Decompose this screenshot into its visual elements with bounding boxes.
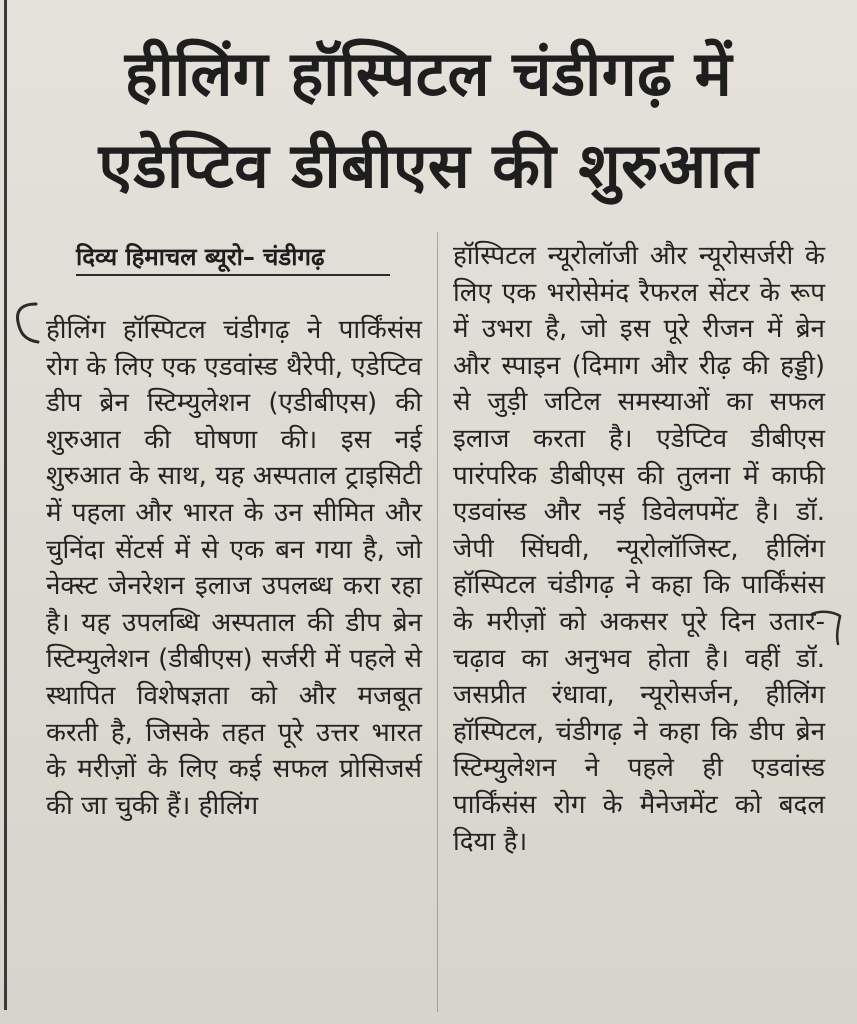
pen-bracket-mark-icon: [10, 300, 40, 346]
left-border-rule: [4, 0, 7, 1010]
article-body-left-column: हीलिंग हॉस्पिटल चंडीगढ़ ने पार्किंसंस रोग के लिए एक एडवांस्ड थैरेपी, एडेप्टिव डीप ब्रेन स्टिम्युलेशन (एडीबीएस) की शुरुआत की घोषणा की। इस नई शुरुआत के साथ, यह अस्पताल ट्राइसिटी में पहला और भारत के उन सीमित और चुनिंदा सेंटर्स में से एक बन गया है, जो नेक्स्ट जेनरेशन इलाज उपलब्ध करा रहा है। यह उपलब्धि अस्पताल की डीप ब्रेन स्टिम्युलेशन (डीबीएस) सर्जरी में पहले से स्थापित विशेषज्ञता को और मजबूत करती है, जिसके तहत पूरे उत्तर भारत के मरीज़ों के लिए कई सफल प्रोसिजर्स की जा चुकी हैं। हीलिंग: [46, 315, 422, 821]
article-byline: दिव्य हिमाचल ब्यूरो– चंडीगढ़: [76, 243, 325, 271]
headline-line-1: हीलिंग हॉस्पिटल चंडीगढ़ में: [124, 37, 733, 110]
headline-line-2: एडेप्टिव डीबीएस की शुरुआत: [98, 129, 759, 202]
byline-underline: [76, 274, 390, 276]
article-headline: [20, 28, 837, 212]
article-body-right-column: हॉस्पिटल न्यूरोलॉजी और न्यूरोसर्जरी के लिए एक भरोसेमंद रैफरल सेंटर के रूप में उभरा है, जो इस पूरे रीजन में ब्रेन और स्पाइन (दिमाग और रीढ़ की हड्डी) से जुड़ी जटिल समस्याओं का सफल इलाज करता है। एडेप्टिव डीबीएस पारंपरिक डीबीएस की तुलना में काफी एडवांस्ड और नई डिवेलपमेंट है। डॉ. जेपी सिंघवी, न्यूरोलॉजिस्ट, हीलिंग हॉस्पिटल चंडीगढ़ ने कहा कि पार्किंसंस के मरीज़ों को अकसर पूरे दिन उतार-चढ़ाव का अनुभव होता है। वहीं डॉ. जसप्रीत रंधावा, न्यूरोसर्जन, हीलिंग हॉस्पिटल, चंडीगढ़ ने कहा कि डीप ब्रेन स्टिम्युलेशन ने पहले ही एडवांस्ड पार्किंसंस रोग के मैनेजमेंट को बदल दिया है।: [453, 241, 825, 857]
column-divider: [437, 232, 438, 1012]
